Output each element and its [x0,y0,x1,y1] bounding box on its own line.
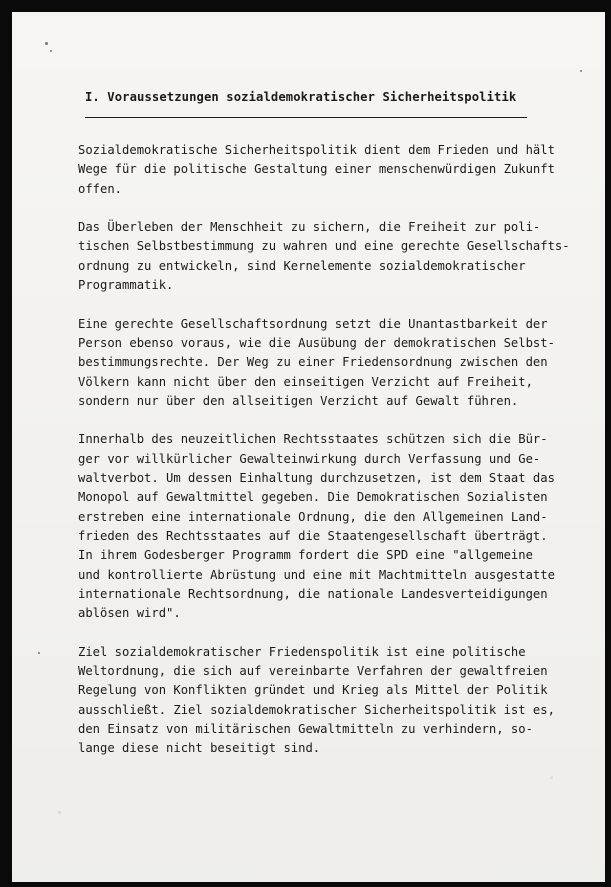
text-line: Sozialdemokratische Sicherheitspolitik dient dem Frieden und hält [78,143,555,157]
scan-speck [580,70,582,72]
paragraph-1 [78,141,578,199]
paragraph-2 [78,218,578,295]
text-line: In ihrem Godesberger Programm fordert die SPD eine "allgemeine [78,548,533,563]
text-line: sondern nur über den allseitigen Verzicht auf Gewalt führen. [78,393,519,408]
document-page [12,12,605,882]
paragraph-5 [78,643,578,759]
text-line: Weltordnung, die sich auf vereinbarte Verfahren der gewaltfreien [78,664,548,679]
text-line: offen. [78,181,123,196]
text-line: Wege für die politische Gestaltung einer menschenwürdigen Zukunft [78,162,555,177]
scan-speck [38,652,40,654]
text-line: frieden des Rechtsstaates auf die Staatengesellschaft überträgt. [78,528,548,543]
text-line: Person ebenso voraus, wie die Ausübung der demokratischen Selbst- [78,335,555,350]
text-line: Programmatik. [78,278,174,293]
text-line: internationale Rechtsordnung, die nationale Landesverteidigungen [78,586,548,601]
body-text [78,141,578,778]
text-line: Eine gerechte Gesellschaftsordnung setzt die Unantastbarkeit der [78,316,548,331]
scan-speck [45,42,48,45]
text-line: ordnung zu entwickeln, sind Kernelemente sozialdemokratischer [78,258,526,273]
text-line: bestimmungsrechte. Der Weg zu einer Friedensordnung zwischen den [78,355,548,370]
text-line: waltverbot. Um dessen Einhaltung durchzusetzen, ist dem Staat das [78,471,555,486]
text-line: und kontrollierte Abrüstung und eine mit Machtmitteln ausgestatte [78,567,555,582]
text-line: ablösen wird". [78,606,181,621]
text-line: lange diese nicht beseitigt sind. [78,741,321,756]
text-line: den Einsatz von militärischen Gewaltmitteln zu verhindern, so- [78,721,533,736]
section-heading: I. Voraussetzungen sozialdemokratischer Sicherheitspolitik [85,90,517,104]
text-line: ausschließt. Ziel sozialdemokratischer Sicherheitspolitik ist es, [78,702,555,717]
paragraph-4 [78,430,578,623]
text-line: ger vor willkürlicher Gewalteinwirkung durch Verfassung und Ge- [78,451,541,466]
heading-underline [85,117,527,118]
text-line: erstreben eine internationale Ordnung, die den Allgemeinen Land- [78,509,548,524]
text-line: Ziel sozialdemokratischer Friedenspolitik ist eine politische [78,644,526,659]
text-line: Völkern kann nicht über den einseitigen Verzicht auf Freiheit, [78,374,533,389]
paragraph-3 [78,315,578,411]
text-line: Das Überleben der Menschheit zu sichern, die Freiheit zur poli- [78,220,541,235]
text-line: Regelung von Konflikten gründet und Krieg als Mittel der Politik [78,683,548,698]
text-line: tischen Selbstbestimmung zu wahren und eine gerechte Gesellschafts- [78,239,570,254]
text-line: Innerhalb des neuzeitlichen Rechtsstaates schützen sich die Bür- [78,432,548,447]
section-heading-block [85,90,525,118]
scan-speck [50,50,52,52]
text-line: Monopol auf Gewaltmittel gegeben. Die Demokratischen Sozialisten [78,490,548,505]
